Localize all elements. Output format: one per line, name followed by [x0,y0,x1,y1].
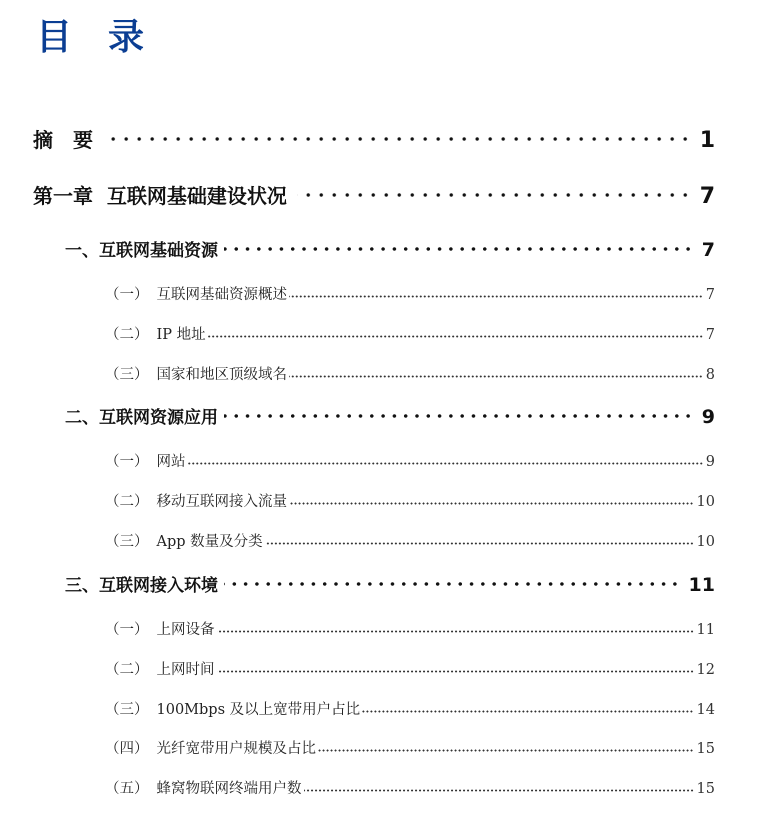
subsection-number: （三） [105,534,149,550]
subsection-number: （二） [105,494,149,510]
subsection-number: （一） [105,454,149,470]
toc-page-number: 12 [696,662,715,678]
toc-entry-subsection[interactable] [105,283,715,305]
dot-leader [224,414,694,418]
dot-leader [297,193,692,197]
subsection-number: （四） [105,741,149,757]
toc-entry-label: 摘 要 [33,128,93,152]
toc-entry-label: 互联网基础资源概述 [156,287,287,303]
toc-page-number: 7 [699,184,715,209]
subsection-number: （五） [105,781,149,797]
toc-entry-label: 三、互联网接入环境 [65,576,218,596]
toc-entry-label: 100Mbps 及以上宽带用户占比 [156,702,361,718]
dot-leader [208,335,703,338]
dot-leader [362,710,693,713]
subsection-number: （三） [105,367,149,383]
dot-leader [103,137,692,141]
dot-leader [217,670,694,673]
subsection-number: （一） [105,287,149,303]
dot-leader [188,462,703,465]
toc-page-number: 11 [688,574,715,596]
toc-entry-subsection[interactable] [105,618,715,640]
toc-page-number: 7 [701,239,715,261]
toc-entry-subsection[interactable] [105,658,715,680]
subsection-number: （二） [105,327,149,343]
toc-entry-label: 移动互联网接入流量 [156,494,287,510]
toc-page-number: 10 [696,494,715,510]
toc-entry-label: 第一章 互联网基础建设状况 [33,184,287,208]
dot-leader [224,582,681,586]
toc-entry-section-2[interactable] [65,403,715,429]
dot-leader [224,247,694,251]
toc-page-number: 10 [696,534,715,550]
toc-entry-label: 网站 [156,454,186,470]
toc-entry-label: App 数量及分类 [156,534,263,550]
toc-entry-subsection[interactable] [105,777,715,799]
dot-leader [289,375,703,378]
toc-page-number: 9 [705,454,715,470]
toc-page-number: 9 [701,406,715,428]
dot-leader [289,502,694,505]
toc-page-number: 15 [696,781,715,797]
toc-page-number: 11 [696,622,715,638]
toc-entry-label: 一、互联网基础资源 [65,241,218,261]
dot-leader [265,542,694,545]
toc-entry-subsection[interactable] [105,323,715,345]
dot-leader [289,295,703,298]
toc-entry-label: IP 地址 [156,327,206,343]
dot-leader [318,749,694,752]
toc-page-number: 15 [696,741,715,757]
toc-entry-label: 光纤宽带用户规模及占比 [156,741,316,757]
toc-entry-label: 上网时间 [156,662,215,678]
toc-entry-section-1[interactable] [65,236,715,262]
toc-page-number: 7 [705,327,715,343]
toc-entry-subsection[interactable] [105,698,715,720]
toc-entry-label: 上网设备 [156,622,215,638]
toc-entry-label: 国家和地区顶级域名 [156,367,287,383]
page-title: 目 录 [36,16,145,58]
toc-entry-subsection[interactable] [105,737,715,759]
toc-page-number: 8 [705,367,715,383]
toc-entry-chapter-1[interactable] [33,180,715,210]
toc-entry-section-3[interactable] [65,571,715,597]
toc-page-number: 7 [705,287,715,303]
subsection-number: （二） [105,662,149,678]
toc-entry-subsection[interactable] [105,490,715,512]
toc-entry-abstract[interactable] [33,124,715,154]
dot-leader [217,630,694,633]
dot-leader [304,789,694,792]
subsection-number: （一） [105,622,149,638]
toc-entry-label: 二、互联网资源应用 [65,408,218,428]
subsection-number: （三） [105,702,149,718]
toc-page-number: 1 [699,128,715,153]
toc-entry-label: 蜂窝物联网终端用户数 [156,781,302,797]
toc-entry-subsection[interactable] [105,530,715,552]
toc-page-number: 14 [696,702,715,718]
toc-entry-subsection[interactable] [105,363,715,385]
toc-entry-subsection[interactable] [105,450,715,472]
